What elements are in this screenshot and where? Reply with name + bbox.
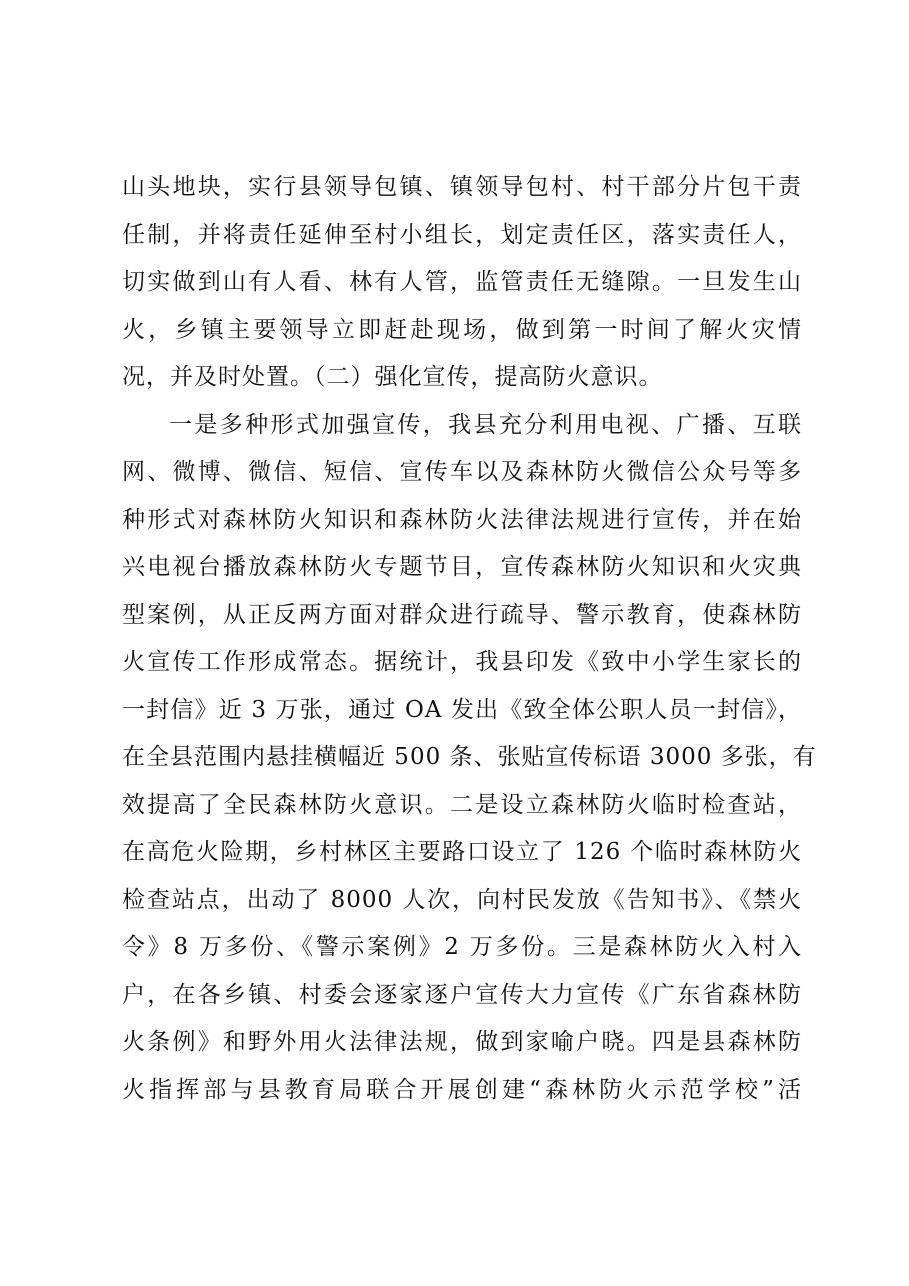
text-line: 火指挥部与县教育局联合开展创建“森林防火示范学校”活 [122,1076,802,1103]
text-line: 在全县范围内悬挂横幅近 500 条、张贴宣传标语 3000 多张，有 [122,744,817,770]
text-line: 户，在各乡镇、村委会逐家逐户宣传大力宣传《广东省森林防 [122,981,802,1008]
text-line: 种形式对森林防火知识和森林防火法律法规进行宣传，并在始 [122,506,802,533]
text-line: 一封信》近 3 万张，通过 OA 发出《致全体公职人员一封信》， [122,696,802,723]
text-line: 火条例》和野外用火法律法规，做到家喻户晓。四是县森林防 [122,1029,802,1055]
text-line: 山头地块，实行县领导包镇、镇领导包村、村干部分片包干责 [122,174,802,200]
text-line: 一是多种形式加强宣传，我县充分利用电视、广播、互联 [169,411,802,438]
text-line: 型案例，从正反两方面对群众进行疏导、警示教育，使森林防 [122,601,802,628]
text-line: 检查站点，出动了 8000 人次，向村民发放《告知书》、《禁火 [122,886,802,913]
text-line: 任制，并将责任延伸至村小组长，划定责任区，落实责任人， [122,221,802,248]
text-line: 在高危火险期，乡村林区主要路口设立了 126 个临时森林防火 [122,839,802,865]
body-text [122,164,817,1114]
text-line: 效提高了全民森林防火意识。二是设立森林防火临时检查站， [122,791,802,818]
text-line: 火宣传工作形成常态。据统计，我县印发《致中小学生家长的 [122,649,802,675]
text-line: 火，乡镇主要领导立即赶赴现场，做到第一时间了解火灾情 [122,316,802,343]
text-line: 网、微博、微信、短信、宣传车以及森林防火微信公众号等多 [122,459,802,485]
text-line: 况，并及时处置。（二）强化宣传，提高防火意识。 [122,364,663,390]
text-line: 令》8 万多份、《警示案例》2 万多份。三是森林防火入村入 [122,934,802,960]
text-line: 切实做到山有人看、林有人管，监管责任无缝隙。一旦发生山 [122,269,802,295]
text-line: 兴电视台播放森林防火专题节目，宣传森林防火知识和火灾典 [122,554,802,580]
